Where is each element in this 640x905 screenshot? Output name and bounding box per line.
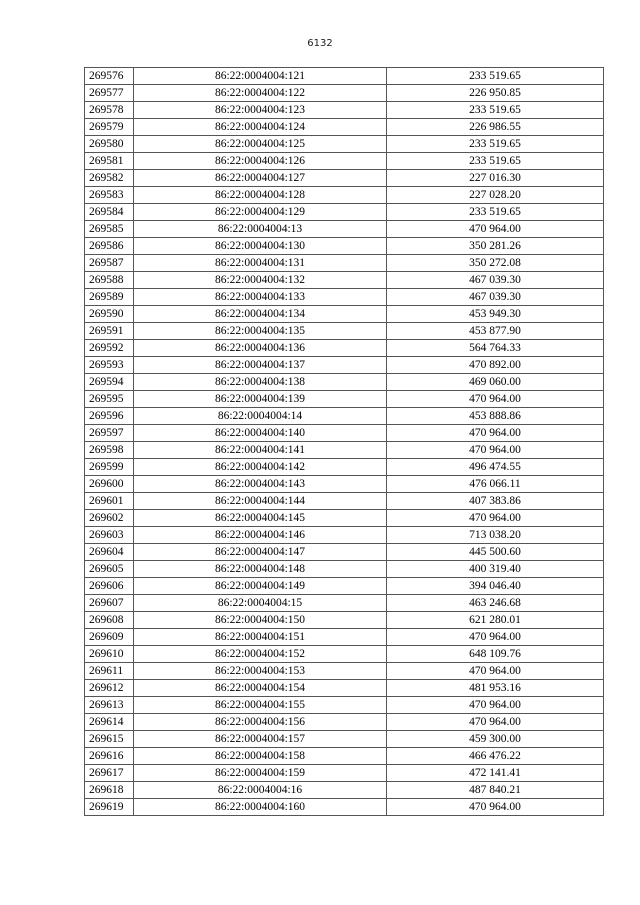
cadastral-value-cell: 466 476.22: [387, 748, 604, 765]
record-number-cell: 269593: [85, 357, 134, 374]
record-number-cell: 269594: [85, 374, 134, 391]
record-number-cell: 269617: [85, 765, 134, 782]
record-number-cell: 269613: [85, 697, 134, 714]
record-number-cell: 269603: [85, 527, 134, 544]
cadastral-value-cell: 470 964.00: [387, 221, 604, 238]
cadastral-value-cell: 470 964.00: [387, 663, 604, 680]
record-number-cell: 269605: [85, 561, 134, 578]
record-number-cell: 269591: [85, 323, 134, 340]
table-row: [85, 731, 604, 748]
cadastral-number-cell: 86:22:0004004:141: [134, 442, 387, 459]
cadastral-value-cell: 713 038.20: [387, 527, 604, 544]
record-number-cell: 269611: [85, 663, 134, 680]
table-row: [85, 476, 604, 493]
cadastral-value-cell: 226 950.85: [387, 85, 604, 102]
record-number-cell: 269601: [85, 493, 134, 510]
cadastral-number-cell: 86:22:0004004:160: [134, 799, 387, 816]
cadastral-value-cell: 467 039.30: [387, 272, 604, 289]
cadastral-number-cell: 86:22:0004004:131: [134, 255, 387, 272]
table-row: [85, 204, 604, 221]
record-number-cell: 269580: [85, 136, 134, 153]
record-number-cell: 269602: [85, 510, 134, 527]
cadastral-number-cell: 86:22:0004004:152: [134, 646, 387, 663]
record-number-cell: 269592: [85, 340, 134, 357]
table-row: [85, 799, 604, 816]
cadastral-number-cell: 86:22:0004004:139: [134, 391, 387, 408]
cadastral-number-cell: 86:22:0004004:124: [134, 119, 387, 136]
table-row: [85, 459, 604, 476]
record-number-cell: 269619: [85, 799, 134, 816]
cadastral-number-cell: 86:22:0004004:155: [134, 697, 387, 714]
table-row: [85, 221, 604, 238]
record-number-cell: 269589: [85, 289, 134, 306]
record-number-cell: 269579: [85, 119, 134, 136]
table-row: [85, 629, 604, 646]
page-number: 6132: [307, 38, 333, 49]
table-row: [85, 697, 604, 714]
table-row: [85, 238, 604, 255]
cadastral-number-cell: 86:22:0004004:130: [134, 238, 387, 255]
record-number-cell: 269587: [85, 255, 134, 272]
cadastral-value-cell: 467 039.30: [387, 289, 604, 306]
cadastral-value-cell: 487 840.21: [387, 782, 604, 799]
table-row: [85, 748, 604, 765]
record-number-cell: 269606: [85, 578, 134, 595]
record-number-cell: 269597: [85, 425, 134, 442]
cadastral-number-cell: 86:22:0004004:13: [134, 221, 387, 238]
cadastral-number-cell: 86:22:0004004:143: [134, 476, 387, 493]
cadastral-number-cell: 86:22:0004004:146: [134, 527, 387, 544]
cadastral-number-cell: 86:22:0004004:134: [134, 306, 387, 323]
cadastral-number-cell: 86:22:0004004:121: [134, 68, 387, 85]
record-number-cell: 269609: [85, 629, 134, 646]
table-row: [85, 527, 604, 544]
record-number-cell: 269599: [85, 459, 134, 476]
table-row: [85, 782, 604, 799]
cadastral-value-cell: 470 964.00: [387, 442, 604, 459]
table-row: [85, 85, 604, 102]
cadastral-value-cell: 463 246.68: [387, 595, 604, 612]
cadastral-value-cell: 564 764.33: [387, 340, 604, 357]
table-row: [85, 578, 604, 595]
table-row: [85, 680, 604, 697]
cadastral-value-cell: 459 300.00: [387, 731, 604, 748]
cadastral-number-cell: 86:22:0004004:145: [134, 510, 387, 527]
record-number-cell: 269612: [85, 680, 134, 697]
cadastral-value-cell: 445 500.60: [387, 544, 604, 561]
table-row: [85, 340, 604, 357]
record-number-cell: 269585: [85, 221, 134, 238]
cadastral-number-cell: 86:22:0004004:128: [134, 187, 387, 204]
record-number-cell: 269595: [85, 391, 134, 408]
table-body: [85, 68, 604, 816]
record-number-cell: 269616: [85, 748, 134, 765]
table-row: [85, 170, 604, 187]
cadastral-value-cell: 470 964.00: [387, 510, 604, 527]
cadastral-value-cell: 233 519.65: [387, 204, 604, 221]
cadastral-number-cell: 86:22:0004004:137: [134, 357, 387, 374]
record-number-cell: 269615: [85, 731, 134, 748]
cadastral-value-cell: 233 519.65: [387, 153, 604, 170]
cadastral-number-cell: 86:22:0004004:125: [134, 136, 387, 153]
cadastral-number-cell: 86:22:0004004:159: [134, 765, 387, 782]
table-row: [85, 306, 604, 323]
table-row: [85, 187, 604, 204]
table-row: [85, 646, 604, 663]
table-row: [85, 595, 604, 612]
table-row: [85, 136, 604, 153]
cadastral-value-cell: 470 964.00: [387, 799, 604, 816]
table-row: [85, 714, 604, 731]
cadastral-value-cell: 472 141.41: [387, 765, 604, 782]
cadastral-number-cell: 86:22:0004004:153: [134, 663, 387, 680]
table-row: [85, 68, 604, 85]
cadastral-number-cell: 86:22:0004004:147: [134, 544, 387, 561]
record-number-cell: 269586: [85, 238, 134, 255]
cadastral-number-cell: 86:22:0004004:122: [134, 85, 387, 102]
cadastral-number-cell: 86:22:0004004:144: [134, 493, 387, 510]
table-row: [85, 612, 604, 629]
table-row: [85, 391, 604, 408]
record-number-cell: 269598: [85, 442, 134, 459]
table-row: [85, 408, 604, 425]
cadastral-number-cell: 86:22:0004004:15: [134, 595, 387, 612]
cadastral-value-cell: 400 319.40: [387, 561, 604, 578]
cadastral-number-cell: 86:22:0004004:135: [134, 323, 387, 340]
cadastral-value-cell: 470 892.00: [387, 357, 604, 374]
cadastral-value-cell: 470 964.00: [387, 391, 604, 408]
cadastral-value-cell: 350 281.26: [387, 238, 604, 255]
cadastral-number-cell: 86:22:0004004:123: [134, 102, 387, 119]
cadastral-number-cell: 86:22:0004004:158: [134, 748, 387, 765]
record-number-cell: 269576: [85, 68, 134, 85]
cadastral-value-cell: 469 060.00: [387, 374, 604, 391]
table-row: [85, 765, 604, 782]
cadastral-number-cell: 86:22:0004004:142: [134, 459, 387, 476]
record-number-cell: 269583: [85, 187, 134, 204]
record-number-cell: 269584: [85, 204, 134, 221]
record-number-cell: 269581: [85, 153, 134, 170]
cadastral-number-cell: 86:22:0004004:132: [134, 272, 387, 289]
cadastral-value-cell: 476 066.11: [387, 476, 604, 493]
cadastral-number-cell: 86:22:0004004:129: [134, 204, 387, 221]
cadastral-number-cell: 86:22:0004004:133: [134, 289, 387, 306]
cadastral-value-cell: 481 953.16: [387, 680, 604, 697]
cadastral-value-cell: 453 877.90: [387, 323, 604, 340]
cadastral-number-cell: 86:22:0004004:14: [134, 408, 387, 425]
table-row: [85, 544, 604, 561]
record-number-cell: 269588: [85, 272, 134, 289]
record-number-cell: 269578: [85, 102, 134, 119]
cadastral-number-cell: 86:22:0004004:127: [134, 170, 387, 187]
cadastral-number-cell: 86:22:0004004:157: [134, 731, 387, 748]
table-row: [85, 119, 604, 136]
cadastral-number-cell: 86:22:0004004:156: [134, 714, 387, 731]
cadastral-value-cell: 648 109.76: [387, 646, 604, 663]
cadastral-number-cell: 86:22:0004004:150: [134, 612, 387, 629]
cadastral-number-cell: 86:22:0004004:140: [134, 425, 387, 442]
table-row: [85, 425, 604, 442]
record-number-cell: 269608: [85, 612, 134, 629]
cadastral-number-cell: 86:22:0004004:126: [134, 153, 387, 170]
cadastral-value-cell: 407 383.86: [387, 493, 604, 510]
cadastral-value-cell: 233 519.65: [387, 68, 604, 85]
record-number-cell: 269600: [85, 476, 134, 493]
cadastral-value-cell: 350 272.08: [387, 255, 604, 272]
cadastral-number-cell: 86:22:0004004:138: [134, 374, 387, 391]
cadastral-value-cell: 233 519.65: [387, 136, 604, 153]
cadastral-number-cell: 86:22:0004004:149: [134, 578, 387, 595]
table-row: [85, 153, 604, 170]
table-row: [85, 374, 604, 391]
record-number-cell: 269618: [85, 782, 134, 799]
cadastral-value-cell: 621 280.01: [387, 612, 604, 629]
table-row: [85, 272, 604, 289]
record-number-cell: 269614: [85, 714, 134, 731]
cadastral-value-cell: 453 888.86: [387, 408, 604, 425]
record-number-cell: 269604: [85, 544, 134, 561]
cadastral-value-cell: 470 964.00: [387, 697, 604, 714]
cadastral-value-cell: 394 046.40: [387, 578, 604, 595]
cadastral-number-cell: 86:22:0004004:136: [134, 340, 387, 357]
cadastral-number-cell: 86:22:0004004:16: [134, 782, 387, 799]
cadastral-value-cell: 453 949.30: [387, 306, 604, 323]
cadastral-number-cell: 86:22:0004004:154: [134, 680, 387, 697]
cadastral-value-cell: 470 964.00: [387, 629, 604, 646]
cadastral-value-cell: 226 986.55: [387, 119, 604, 136]
table-row: [85, 323, 604, 340]
cadastral-number-cell: 86:22:0004004:151: [134, 629, 387, 646]
record-number-cell: 269582: [85, 170, 134, 187]
record-number-cell: 269610: [85, 646, 134, 663]
record-number-cell: 269596: [85, 408, 134, 425]
cadastral-value-cell: 227 028.20: [387, 187, 604, 204]
table-row: [85, 510, 604, 527]
table-row: [85, 561, 604, 578]
table-row: [85, 289, 604, 306]
cadastral-value-cell: 496 474.55: [387, 459, 604, 476]
table-row: [85, 442, 604, 459]
record-number-cell: 269577: [85, 85, 134, 102]
cadastral-number-cell: 86:22:0004004:148: [134, 561, 387, 578]
cadastral-value-cell: 233 519.65: [387, 102, 604, 119]
record-number-cell: 269590: [85, 306, 134, 323]
record-number-cell: 269607: [85, 595, 134, 612]
table-row: [85, 663, 604, 680]
table-row: [85, 493, 604, 510]
cadastral-value-cell: 470 964.00: [387, 425, 604, 442]
cadastral-value-cell: 470 964.00: [387, 714, 604, 731]
cadastral-value-cell: 227 016.30: [387, 170, 604, 187]
table-row: [85, 102, 604, 119]
table-row: [85, 255, 604, 272]
cadastral-value-table: [84, 67, 604, 816]
table-row: [85, 357, 604, 374]
